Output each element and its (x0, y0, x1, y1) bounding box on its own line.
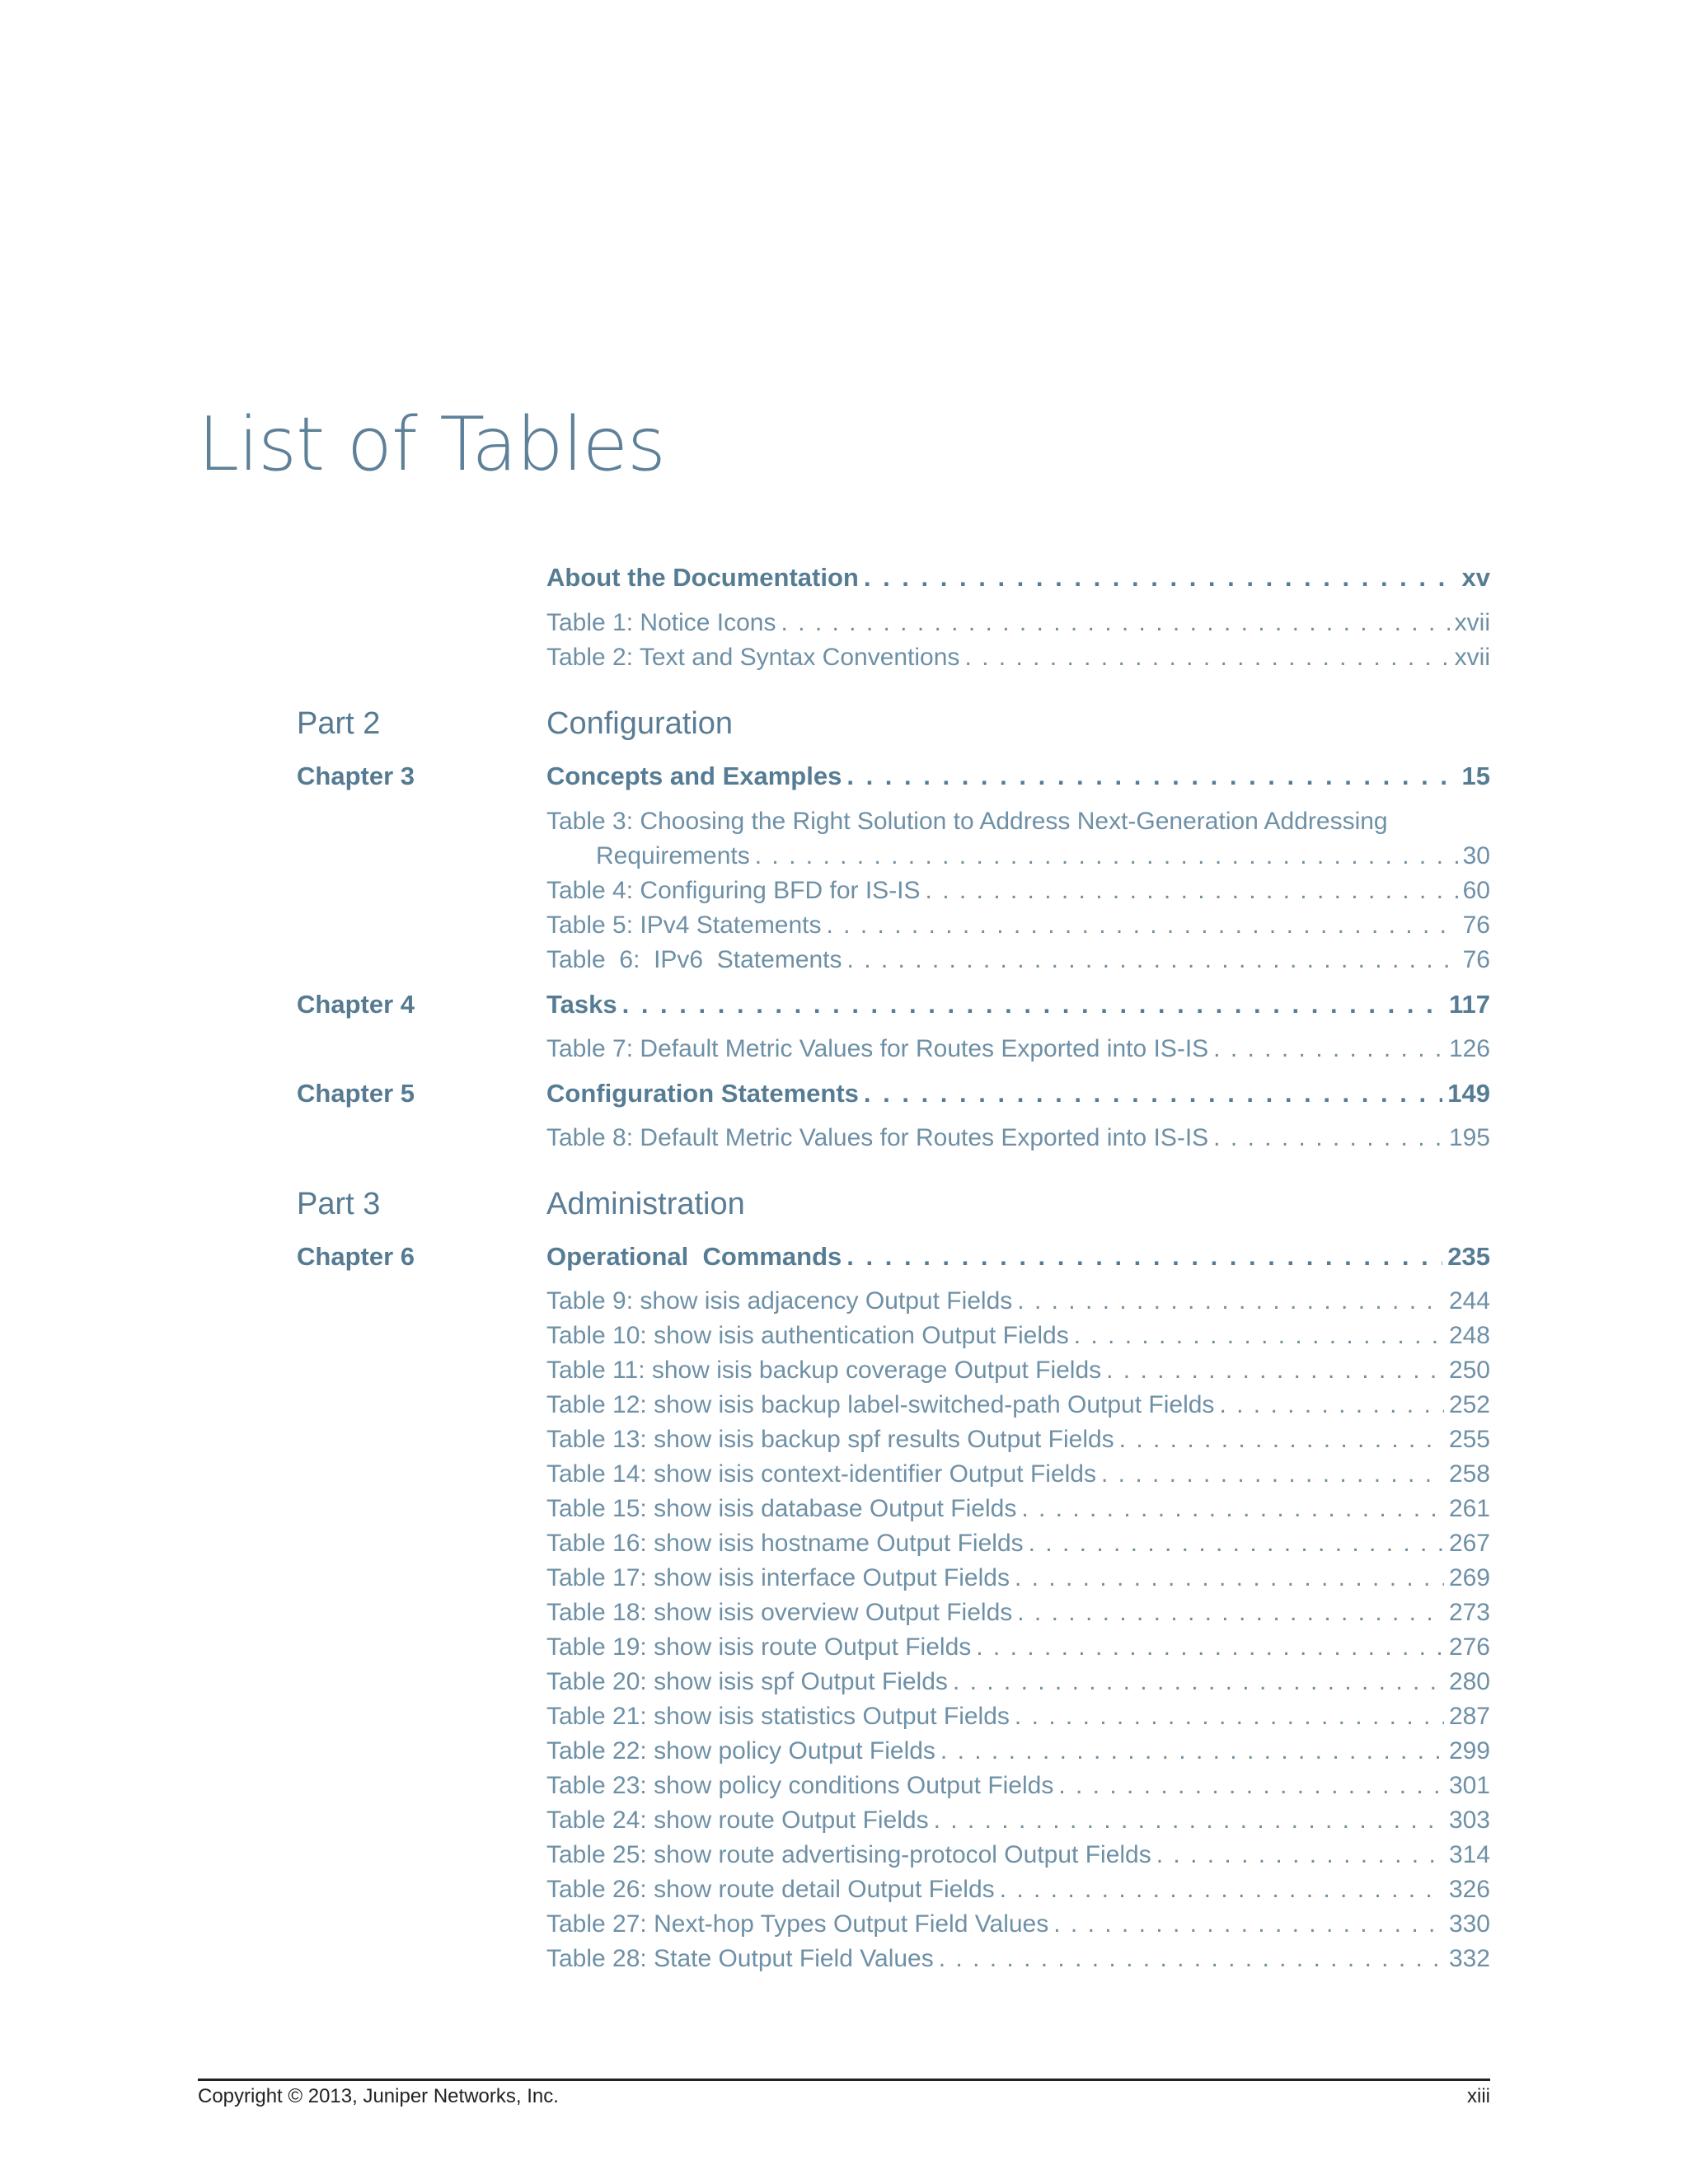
toc-table-entry[interactable] (546, 1357, 1490, 1385)
part-title: Configuration (546, 706, 734, 741)
toc-page-number: 248 (1448, 1322, 1490, 1349)
footer-copyright: Copyright © 2013, Juniper Networks, Inc. (198, 2085, 559, 2107)
toc-entry-title: Table 20: show isis spf Output Fields (546, 1668, 948, 1695)
toc-page-number: 235 (1447, 1242, 1490, 1271)
toc-page-number: xvii (1454, 609, 1490, 636)
dot-leader (1058, 1772, 1444, 1800)
dot-leader (846, 762, 1456, 791)
toc-heading-title: About the Documentation (546, 563, 859, 592)
toc-entry-title: Table 15: show isis database Output Fields (546, 1495, 1017, 1522)
toc-entry-title: Table 13: show isis backup spf results Output Fields (546, 1426, 1114, 1453)
toc-entry-title: Table 27: Next-hop Types Output Field Values (546, 1910, 1049, 1938)
toc-heading-chapter5[interactable] (546, 1079, 1490, 1108)
toc-page-number: 258 (1448, 1460, 1490, 1488)
toc-entry-title: Table 7: Default Metric Values for Routes Exported into IS-IS (546, 1035, 1209, 1062)
toc-table-entry[interactable] (546, 1841, 1490, 1869)
toc-page-number: 276 (1448, 1633, 1490, 1661)
toc-table-entry[interactable] (546, 1530, 1490, 1558)
dot-leader (622, 990, 1444, 1019)
toc-entry-title: Table 26: show route detail Output Fields (546, 1876, 995, 1903)
dot-leader (1017, 1599, 1444, 1627)
toc-heading-title: Concepts and Examples (546, 762, 842, 790)
chapter-label: Chapter 6 (297, 1242, 415, 1271)
toc-table-entry[interactable] (546, 644, 1490, 672)
dot-leader (864, 563, 1457, 593)
dot-leader (1015, 1564, 1444, 1592)
toc-page-number: 326 (1448, 1876, 1490, 1903)
toc-entry-title: Table 28: State Output Field Values (546, 1945, 934, 1972)
toc-page-number: 280 (1448, 1668, 1490, 1695)
toc-page-number: xvii (1454, 644, 1490, 671)
toc-table-entry[interactable] (546, 1287, 1490, 1315)
toc-table-entry[interactable] (546, 1391, 1490, 1419)
dot-leader (1017, 1287, 1444, 1315)
toc-entry-title: Table 22: show policy Output Fields (546, 1737, 935, 1765)
toc-page-number: 303 (1448, 1807, 1490, 1834)
toc-entry-title: Table 16: show isis hostname Output Fields (546, 1530, 1024, 1557)
footer-divider (198, 2079, 1490, 2081)
dot-leader (781, 609, 1449, 637)
toc-entry-title: Table 23: show policy conditions Output Fields (546, 1772, 1054, 1799)
toc-page-number: 287 (1448, 1703, 1490, 1730)
footer-page-number: xiii (1467, 2085, 1490, 2107)
toc-page-number: 255 (1448, 1426, 1490, 1453)
dot-leader (1213, 1035, 1444, 1063)
toc-page-number: xv (1461, 563, 1490, 592)
toc-table-entry[interactable] (546, 1703, 1490, 1731)
toc-table-entry[interactable] (596, 842, 1490, 870)
toc-page-number: 269 (1448, 1564, 1490, 1591)
toc-table-entry[interactable] (546, 1633, 1490, 1661)
toc-heading-title: Operational Commands (546, 1242, 842, 1271)
toc-page-number: 195 (1448, 1124, 1490, 1151)
toc-entry-title: Table 12: show isis backup label-switched-path Output Fields (546, 1391, 1215, 1418)
dot-leader (846, 1242, 1442, 1272)
dot-leader (940, 1737, 1444, 1765)
dot-leader (755, 842, 1458, 870)
dot-leader (926, 877, 1458, 905)
dot-leader (1015, 1703, 1444, 1731)
toc-page-number: 301 (1448, 1772, 1490, 1799)
toc-table-entry[interactable] (546, 1124, 1490, 1152)
toc-entry-title: Table 5: IPv4 Statements (546, 912, 822, 939)
toc-page-number: 126 (1448, 1035, 1490, 1062)
toc-page-number: 252 (1448, 1391, 1490, 1418)
dot-leader (827, 912, 1458, 940)
dot-leader (1029, 1530, 1444, 1558)
toc-table-entry[interactable] (546, 1426, 1490, 1454)
dot-leader (1053, 1910, 1444, 1938)
dot-leader (1119, 1426, 1444, 1454)
toc-heading-title: Configuration Statements (546, 1079, 859, 1108)
toc-entry-title: Table 24: show route Output Fields (546, 1807, 929, 1834)
dot-leader (939, 1945, 1444, 1973)
toc-page-number: 273 (1448, 1599, 1490, 1626)
toc-heading-title: Tasks (546, 990, 617, 1019)
toc-table-entry[interactable] (546, 1599, 1490, 1627)
toc-page-number: 60 (1462, 877, 1490, 904)
toc-table-entry[interactable] (546, 609, 1490, 637)
dot-leader (1074, 1322, 1444, 1350)
toc-table-entry[interactable] (546, 912, 1490, 940)
toc-table-entry[interactable] (546, 1737, 1490, 1765)
toc-page-number: 76 (1462, 946, 1490, 973)
toc-page-number: 299 (1448, 1737, 1490, 1765)
dot-leader (1213, 1124, 1444, 1152)
toc-table-entry[interactable] (546, 1460, 1490, 1488)
toc-page-number: 149 (1447, 1079, 1490, 1108)
toc-entry-title: Table 6: IPv6 Statements (546, 946, 842, 973)
toc-heading-about[interactable] (546, 563, 1490, 593)
dot-leader (1021, 1495, 1444, 1523)
toc-heading-chapter4[interactable] (546, 990, 1490, 1019)
part-label: Part 3 (297, 1187, 381, 1221)
dot-leader (1101, 1460, 1444, 1488)
toc-page-number: 330 (1448, 1910, 1490, 1938)
toc-entry-title: Table 25: show route advertising-protocol Output Fields (546, 1841, 1151, 1868)
toc-page-number: 261 (1448, 1495, 1490, 1522)
toc-entry-title-line2: Requirements (596, 842, 750, 869)
toc-page-number: 117 (1448, 990, 1490, 1019)
toc-heading-chapter6[interactable] (546, 1242, 1490, 1272)
part-label: Part 2 (297, 706, 381, 741)
toc-entry-title: Table 14: show isis context-identifier Output Fields (546, 1460, 1096, 1488)
chapter-label: Chapter 5 (297, 1079, 415, 1108)
toc-page-number: 250 (1448, 1357, 1490, 1384)
dot-leader (864, 1079, 1442, 1108)
dot-leader (934, 1807, 1444, 1835)
dot-leader (976, 1633, 1444, 1661)
part-title: Administration (546, 1187, 745, 1221)
dot-leader (964, 644, 1449, 672)
toc-table-entry[interactable] (546, 1322, 1490, 1350)
toc-page-number: 244 (1448, 1287, 1490, 1315)
toc-page-number: 15 (1461, 762, 1490, 790)
toc-table-entry[interactable] (546, 1945, 1490, 1973)
toc-entry-title: Table 21: show isis statistics Output Fields (546, 1703, 1010, 1730)
toc-entry-title: Table 19: show isis route Output Fields (546, 1633, 972, 1661)
toc-entry-title: Table 11: show isis backup coverage Output Fields (546, 1357, 1102, 1384)
toc-entry-title: Table 18: show isis overview Output Fields (546, 1599, 1013, 1626)
toc-table-entry[interactable] (546, 946, 1490, 974)
toc-table-entry[interactable] (546, 1668, 1490, 1696)
dot-leader (1156, 1841, 1444, 1869)
dot-leader (1106, 1357, 1444, 1385)
dot-leader (1000, 1876, 1444, 1904)
chapter-label: Chapter 4 (297, 990, 415, 1019)
toc-table-entry[interactable] (546, 1035, 1490, 1063)
dot-leader (847, 946, 1458, 974)
toc-heading-chapter3[interactable] (546, 762, 1490, 791)
dot-leader (1219, 1391, 1444, 1419)
chapter-label: Chapter 3 (297, 762, 415, 790)
dot-leader (953, 1668, 1444, 1696)
toc-table-entry[interactable] (546, 877, 1490, 905)
toc-page-number: 30 (1462, 842, 1490, 869)
toc-table-entry[interactable] (546, 1910, 1490, 1938)
toc-page-number: 267 (1448, 1530, 1490, 1557)
page-title: List of Tables (198, 401, 665, 488)
toc-table-entry[interactable] (546, 1772, 1490, 1800)
toc-table-entry[interactable] (546, 1495, 1490, 1523)
toc-table-entry[interactable] (546, 1807, 1490, 1835)
toc-page-number: 332 (1448, 1945, 1490, 1972)
toc-entry-title: Table 10: show isis authentication Output Fields (546, 1322, 1069, 1349)
toc-entry-title: Table 9: show isis adjacency Output Fields (546, 1287, 1013, 1315)
toc-entry-title: Table 8: Default Metric Values for Routes Exported into IS-IS (546, 1124, 1209, 1151)
toc-entry-title-line1[interactable]: Table 3: Choosing the Right Solution to Address Next-Generation Addressing (546, 808, 1388, 835)
toc-page-number: 76 (1462, 912, 1490, 939)
toc-entry-title: Table 1: Notice Icons (546, 609, 776, 636)
toc-entry-title: Table 17: show isis interface Output Fields (546, 1564, 1010, 1591)
toc-table-entry[interactable] (546, 1876, 1490, 1904)
toc-entry-title: Table 4: Configuring BFD for IS-IS (546, 877, 921, 904)
toc-table-entry[interactable] (546, 1564, 1490, 1592)
toc-entry-title: Table 2: Text and Syntax Conventions (546, 644, 960, 671)
toc-page-number: 314 (1448, 1841, 1490, 1868)
